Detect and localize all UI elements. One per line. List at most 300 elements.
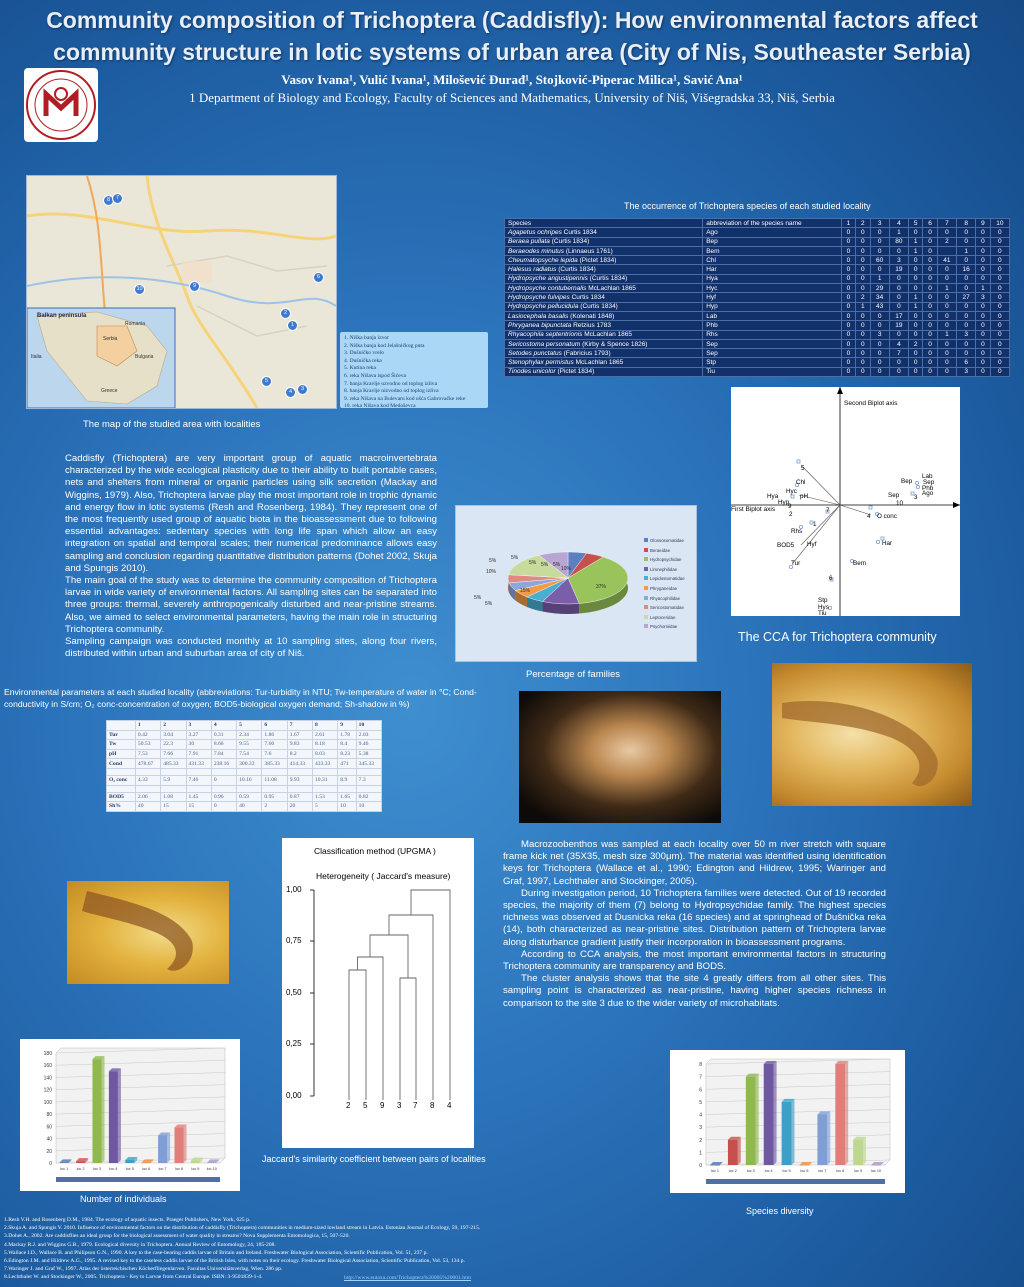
- env-value: 8.03: [313, 749, 338, 759]
- occurrence-value: 1: [937, 284, 956, 293]
- env-value: 385.33: [262, 759, 287, 769]
- occurrence-value: 16: [957, 265, 976, 274]
- pie-legend-item: [644, 536, 685, 546]
- occurrence-value: 0: [889, 358, 908, 367]
- env-caption: Environmental parameters at each studied locality (abbreviations: Tur-turbidity in NTU; Tw-temperature of water in °C; Cond-conductivity in S/cm; O₂ conc-concentration of oxygen; BOD5-biological oxygen demand; Sh-shadow in %): [4, 687, 477, 709]
- table-spacer-row: [107, 768, 382, 775]
- species-cell: [505, 330, 703, 339]
- species-abbr: Sep: [703, 349, 842, 358]
- pie-legend-item: [644, 574, 685, 584]
- env-value: 2.06: [135, 792, 160, 802]
- results-paragraph-1: Macrozoobenthos was sampled at each locality over 50 m river stretch with square frame kick net (35X35, mesh size 300μm). The material was identified using identification keys for Trichoptera (Wallace et al., 1990; Edington and Hildrew, 1995; Waringer and Graf, 1997, Lechthaler and Stockinger, 2005).: [503, 839, 886, 887]
- y-tick-label: 8: [699, 1062, 702, 1068]
- study-area-map: [26, 175, 337, 409]
- species-author: (Fabricius 1793): [563, 349, 611, 357]
- x-tick-label: loc 9: [854, 1169, 863, 1173]
- env-value: 0.31: [211, 730, 236, 740]
- species-abbr: Sep: [703, 339, 842, 348]
- results-paragraph-4: The cluster analysis shows that the site 4 greatly differs from all other sites. This sampling point is characterized as near-pristine, having higher species richness in comparison to the site 3 due to the wider variety of microhabitats.: [503, 973, 886, 1009]
- spacer-cell: [161, 785, 186, 792]
- env-value: 9.83: [287, 740, 312, 750]
- y-tick-label: 180: [43, 1051, 52, 1057]
- pie-label: 5%: [541, 562, 549, 568]
- species-cell: [505, 311, 703, 320]
- occurrence-value: 0: [841, 237, 855, 246]
- cca-point-label: 1: [813, 521, 817, 528]
- x-tick-label: loc 8: [836, 1169, 845, 1173]
- chart-legend-bar: [56, 1177, 220, 1182]
- spacer-cell: [135, 785, 160, 792]
- occurrence-value: 0: [909, 311, 923, 320]
- occurrence-value: 1: [870, 274, 889, 283]
- species-name: Lasiocephala basalis: [508, 312, 569, 320]
- y-tick-label: 120: [43, 1087, 52, 1094]
- bar: [853, 1140, 863, 1165]
- intro-paragraph-1: Caddisfly (Trichoptera) are very important group of aquatic macroinvertebrata characterized by the wide ecological plasticity due to their ability to built portable cases, nets and shelters from mineral or organic particles using silk secretion (Mackay and Wiggins, 1979). Also, Trichoptera larvae play the most important role in trophic dynamic and energy flow in lotic systems (Resh and Rosenberg, 1984). They represent one of the most frequently used group of aquatic biota in the bioassessment due to following essential advantages: sedentary species with long life span which allow an easy integration on spatial and temporal scales; their numerical predominance allows easy sampling and conclusion regarding quantitative distribution patterns (Dohet 2002, Skuja and Spungis 2010).: [65, 453, 437, 574]
- occurrence-value: 0: [923, 358, 937, 367]
- env-value: 414.33: [287, 759, 312, 769]
- species-cell: [505, 293, 703, 302]
- species-abbr: Phb: [703, 321, 842, 330]
- spacer-cell: [186, 785, 211, 792]
- occurrence-value: 1: [957, 246, 976, 255]
- occurrence-value: 0: [976, 256, 990, 265]
- occ-header-site: 5: [909, 219, 923, 228]
- occurrence-value: 27: [957, 293, 976, 302]
- table-row: [107, 792, 382, 802]
- legend-swatch-icon: [644, 596, 648, 600]
- occurrence-value: 0: [870, 349, 889, 358]
- occurrence-value: 0: [990, 349, 1009, 358]
- occurrence-value: 0: [990, 302, 1009, 311]
- occurrence-value: 0: [957, 284, 976, 293]
- env-header-blank: [107, 721, 136, 731]
- occurrence-value: 0: [841, 339, 855, 348]
- spacer-cell: [211, 768, 236, 775]
- cca-point-label: Bep: [901, 478, 913, 485]
- occurrence-value: 0: [909, 284, 923, 293]
- cca-point-label: 6: [829, 575, 833, 582]
- species-author: McLachlan 1865: [575, 359, 624, 367]
- dendro-title: Classification method (UPGMA ): [314, 846, 436, 856]
- occurrence-value: 1: [909, 302, 923, 311]
- occurrence-value: 80: [889, 237, 908, 246]
- y-tick-label: 100: [43, 1099, 52, 1106]
- y-tick-label: 2: [699, 1137, 702, 1144]
- occurrence-value: 0: [841, 246, 855, 255]
- occurrence-value: 0: [856, 284, 870, 293]
- env-value: 433.33: [313, 759, 338, 769]
- occurrence-value: 0: [990, 256, 1009, 265]
- species-author: McLachlan 1865: [584, 331, 632, 339]
- cca-point-label: 10: [896, 500, 904, 507]
- env-value: 300.33: [237, 759, 262, 769]
- bar-side: [167, 1133, 170, 1164]
- cca-point-label: Sep: [923, 479, 935, 486]
- occurrence-value: 0: [990, 367, 1009, 376]
- cca-point-label: Chl: [796, 479, 806, 486]
- dendro-leaf: 7: [413, 1101, 418, 1110]
- species-name: Setodes punctatus: [508, 349, 562, 357]
- occ-header-site: 6: [923, 219, 937, 228]
- diversity-bar-chart: [670, 1050, 905, 1193]
- species-name: Cheumatopsyche lepida: [508, 256, 578, 264]
- occurrence-value: 0: [937, 265, 956, 274]
- occ-header-site: 3: [870, 219, 889, 228]
- occurrence-value: 0: [841, 358, 855, 367]
- poster-title: [0, 4, 1024, 68]
- species-abbr: Rhs: [703, 330, 842, 339]
- inset-country-serbia: Serbia: [103, 336, 118, 342]
- occurrence-value: 19: [889, 265, 908, 274]
- pie-legend-label: Glossosomatidae: [650, 538, 684, 543]
- x-tick-label: loc 3: [92, 1167, 102, 1171]
- table-row: [107, 775, 382, 785]
- map-legend-item: 8. banja Kravlje nizvodno od toplog izliva: [344, 388, 439, 395]
- species-abbr: Tiu: [703, 367, 842, 376]
- pie-legend-item: [644, 584, 685, 594]
- cca-caption: The CCA for Trichoptera community: [738, 630, 937, 644]
- y-tick-label: 3: [699, 1125, 702, 1132]
- occurrence-value: 0: [856, 265, 870, 274]
- species-author: (Curtis 1834): [551, 238, 590, 246]
- spacer-cell: [338, 785, 356, 792]
- x-tick-label: loc 10: [206, 1167, 217, 1171]
- chart-legend-bar: [706, 1179, 885, 1184]
- occurrence-value: 4: [889, 339, 908, 348]
- chart-plot-area: [56, 1048, 225, 1163]
- species-name: Halesus radiatus: [508, 266, 557, 274]
- occurrence-value: 0: [841, 265, 855, 274]
- species-name: Beraea pullata: [508, 238, 550, 246]
- species-name: Rhyacophila septentrionis: [508, 331, 583, 339]
- bar-side: [184, 1125, 187, 1163]
- occurrence-value: 0: [870, 228, 889, 237]
- species-abbr: Chl: [703, 256, 842, 265]
- env-value: 40: [135, 802, 160, 812]
- dendro-ytick: 0,00: [286, 1091, 302, 1100]
- occurrence-value: 1: [909, 237, 923, 246]
- map-caption: The map of the studied area with localities: [83, 419, 261, 430]
- occurrence-value: 41: [937, 256, 956, 265]
- occ-header-site: 2: [856, 219, 870, 228]
- env-value: 7.91: [186, 749, 211, 759]
- env-value: 30: [186, 740, 211, 750]
- x-tick-label: loc 1: [60, 1167, 69, 1171]
- species-abbr: Hyf: [703, 293, 842, 302]
- species-author: (Kolenati 1848): [570, 312, 615, 320]
- reference-item: 8.Lechthaler W. and Stockinger W., 2005. Trichoptera - Key to Larvae from Central Europe. ISBN: 3-9501839-1-4.: [4, 1274, 263, 1281]
- spacer-cell: [313, 768, 338, 775]
- bar: [782, 1102, 792, 1165]
- occurrence-value: 0: [923, 339, 937, 348]
- occurrence-value: 0: [976, 349, 990, 358]
- env-value: 2.34: [237, 730, 262, 740]
- occurrence-value: 0: [923, 265, 937, 274]
- occurrence-value: 3: [889, 256, 908, 265]
- x-tick-label: loc 5: [125, 1167, 134, 1171]
- dendro-leaf: 4: [447, 1101, 452, 1110]
- species-author: Curtis 1834: [563, 228, 597, 236]
- bar: [158, 1136, 167, 1164]
- occurrence-table-title: The occurrence of Trichoptera species of each studied locality: [624, 201, 871, 211]
- bar: [835, 1064, 845, 1165]
- map-legend-item: 2. Niška banja kod Jelašničkog puta: [344, 342, 425, 349]
- title-line-2: community structure in lotic systems of urban area (City of Nis, Southeaster Serbia): [53, 39, 971, 65]
- occurrence-value: 0: [856, 274, 870, 283]
- occurrence-value: 0: [923, 321, 937, 330]
- affiliation: 1 Department of Biology and Ecology, Faculty of Sciences and Mathematics, University of Niš, Višegradska 33, Niš, Serbia: [189, 90, 835, 105]
- env-value: 2: [262, 802, 287, 812]
- pie-legend-item: [644, 555, 685, 565]
- legend-swatch-icon: [644, 615, 648, 619]
- pie-label: 5%: [529, 560, 537, 566]
- occurrence-value: 0: [909, 349, 923, 358]
- cca-axis1-label: First Biplot axis: [731, 506, 776, 513]
- spacer-cell: [356, 785, 381, 792]
- occurrence-value: 0: [889, 293, 908, 302]
- occurrence-value: 0: [937, 228, 956, 237]
- occurrence-value: 0: [937, 274, 956, 283]
- reference-item: 7.Waringer J. and Graf W., 1997. Atlas der österreichischen Köcherfliegenlarven. Facultas Universitätsverlag, Wien. 286 pp.: [4, 1266, 283, 1273]
- cca-point-label: Hyp: [778, 499, 790, 506]
- occurrence-value: 0: [976, 265, 990, 274]
- occurrence-value: 0: [870, 339, 889, 348]
- occ-header-site: 10: [990, 219, 1009, 228]
- occurrence-value: 17: [889, 311, 908, 320]
- occurrence-value: 0: [937, 339, 956, 348]
- cca-point-label: pH: [800, 493, 809, 500]
- dendro-ytick: 0,50: [286, 988, 302, 997]
- species-abbr: Bep: [703, 237, 842, 246]
- env-value: 238.16: [211, 759, 236, 769]
- occurrence-value: 0: [976, 311, 990, 320]
- occurrence-value: 3: [957, 367, 976, 376]
- x-tick-label: loc 7: [158, 1167, 167, 1171]
- pie-caption: Percentage of families: [526, 669, 620, 680]
- occurrence-value: 0: [909, 256, 923, 265]
- cca-point-label: Hya: [767, 493, 779, 500]
- legend-swatch-icon: [644, 605, 648, 609]
- table-row: [505, 237, 1010, 246]
- occurrence-value: 0: [923, 237, 937, 246]
- species-cell: [505, 274, 703, 283]
- bar: [109, 1071, 118, 1163]
- env-value: 485.33: [161, 759, 186, 769]
- env-value: 8.9: [338, 775, 356, 785]
- legend-swatch-icon: [644, 576, 648, 580]
- map-site-marker: 5: [261, 376, 272, 387]
- env-value: 1.45: [186, 792, 211, 802]
- pie-label: 5%: [489, 558, 497, 564]
- map-site-marker: 9: [189, 281, 200, 292]
- table-row: [107, 740, 382, 750]
- occurrence-value: 0: [841, 321, 855, 330]
- env-header-site: 1: [135, 721, 160, 731]
- table-row: [505, 330, 1010, 339]
- pie-legend-label: Lepidostomatidae: [650, 576, 685, 582]
- spacer-cell: [262, 768, 287, 775]
- species-author: (Pictet 1834): [579, 256, 617, 264]
- pie-label: 15%: [520, 588, 531, 594]
- env-param-label: Cond: [107, 759, 136, 769]
- occurrence-value: 0: [990, 293, 1009, 302]
- pie-legend-item: [644, 546, 685, 556]
- env-value: 7.54: [237, 749, 262, 759]
- cca-point-label: 7: [826, 507, 830, 514]
- occurrence-value: 0: [856, 311, 870, 320]
- table-row: [107, 802, 382, 812]
- pie-legend-item: [644, 565, 685, 575]
- env-param-label: Tw: [107, 740, 136, 750]
- occurrence-value: 0: [957, 321, 976, 330]
- table-row: [505, 265, 1010, 274]
- occurrence-value: 0: [976, 339, 990, 348]
- dendro-ytick: 1,00: [286, 885, 302, 894]
- occurrence-value: 0: [909, 228, 923, 237]
- y-tick-label: 7: [699, 1074, 702, 1081]
- cca-point-label: Tiu: [818, 610, 827, 617]
- pie-label: 37%: [596, 584, 607, 590]
- bar: [76, 1161, 85, 1163]
- families-pie-chart: [455, 505, 697, 662]
- occurrence-value: 0: [923, 284, 937, 293]
- legend-swatch-icon: [644, 624, 648, 628]
- occurrence-value: 0: [976, 274, 990, 283]
- occurrence-value: 0: [937, 321, 956, 330]
- x-tick-label: loc 4: [764, 1169, 773, 1173]
- env-value: 1.67: [287, 730, 312, 740]
- env-value: 10: [356, 802, 381, 812]
- legend-swatch-icon: [644, 548, 648, 552]
- occurrence-value: 0: [957, 349, 976, 358]
- bar: [800, 1165, 810, 1166]
- env-value: 0: [211, 775, 236, 785]
- occurrence-value: 0: [976, 358, 990, 367]
- bar: [817, 1115, 827, 1166]
- reference-item: 2.Skuja A. and Spungis V. 2010. Influence of environmental factors on the distribution of caddisfly (Trichoptera) communities in medium-sized lowland stream in Latvia. Estonian Journal of Ecology, 59, 197-215.: [4, 1225, 481, 1232]
- pie-legend-label: Psychomiidae: [650, 624, 678, 630]
- map-legend-item: 3. Dušničko vrelo: [344, 350, 384, 357]
- reference-link[interactable]: http://www.eutaxa.com/Trichoptera%20005%20001.htm: [344, 1275, 471, 1281]
- occurrence-value: 2: [937, 237, 956, 246]
- env-header-site: 9: [338, 721, 356, 731]
- env-param-label: BOD5: [107, 792, 136, 802]
- species-cell: [505, 256, 703, 265]
- occurrence-value: 0: [870, 246, 889, 255]
- y-tick-label: 4: [699, 1112, 702, 1119]
- occ-header-site: 8: [957, 219, 976, 228]
- occurrence-value: 2: [856, 293, 870, 302]
- table-row: [107, 749, 382, 759]
- env-value: 9.93: [287, 775, 312, 785]
- map-site-marker: 10: [134, 284, 145, 295]
- individuals-bar-chart: [20, 1039, 240, 1191]
- occurrence-value: 0: [889, 274, 908, 283]
- occurrence-value: 0: [841, 274, 855, 283]
- legend-swatch-icon: [644, 586, 648, 590]
- occurrence-value: 0: [990, 311, 1009, 320]
- cca-point-label: 4: [867, 513, 871, 520]
- occurrence-value: 0: [870, 311, 889, 320]
- inset-country-romania: Romania: [125, 321, 146, 327]
- spacer-cell: [135, 768, 160, 775]
- env-value: 2.03: [356, 730, 381, 740]
- occurrence-value: 0: [870, 358, 889, 367]
- results-paragraph-3: According to CCA analysis, the most important environmental factors in structuring Trichoptera community are transparency and BODS.: [503, 948, 886, 973]
- occurrence-value: 0: [990, 246, 1009, 255]
- x-tick-label: loc 1: [710, 1169, 719, 1173]
- occurrence-value: 60: [870, 256, 889, 265]
- x-tick-label: loc 4: [109, 1167, 118, 1171]
- env-value: 5.38: [356, 749, 381, 759]
- env-value: 478.67: [135, 759, 160, 769]
- occurrence-value: 0: [976, 367, 990, 376]
- occurrence-value: 43: [870, 302, 889, 311]
- occurrence-value: 0: [841, 302, 855, 311]
- occurrence-value: [937, 246, 956, 255]
- pie-label: 5%: [474, 595, 482, 601]
- env-value: 0.95: [262, 792, 287, 802]
- species-name: Hydropsyche fulvipes: [508, 294, 570, 302]
- spacer-cell: [161, 768, 186, 775]
- occurrence-value: 1: [889, 228, 908, 237]
- env-value: 20: [287, 802, 312, 812]
- env-value: 0.82: [356, 792, 381, 802]
- spacer-cell: [287, 768, 312, 775]
- x-tick-label: loc 8: [174, 1167, 184, 1171]
- occurrence-value: 0: [957, 256, 976, 265]
- spacer-cell: [356, 768, 381, 775]
- species-author: McLachlan 1865: [588, 284, 636, 292]
- dendro-ytick: 0,75: [286, 936, 302, 945]
- species-abbr: Hya: [703, 274, 842, 283]
- bar-side: [845, 1061, 848, 1165]
- env-value: 0.96: [211, 792, 236, 802]
- occurrence-value: 0: [856, 330, 870, 339]
- spacer-cell: [262, 785, 287, 792]
- env-header-site: 3: [186, 721, 211, 731]
- diversity-caption: Species diversity: [746, 1206, 814, 1216]
- env-header-site: 7: [287, 721, 312, 731]
- species-author: (Pictet 1834): [557, 368, 595, 376]
- x-tick-label: loc 2: [728, 1169, 737, 1173]
- bar-side: [863, 1137, 866, 1165]
- spacer-cell: [107, 785, 136, 792]
- species-author: Curtis 1834: [571, 294, 605, 302]
- species-name: Tinodes unicolor: [508, 368, 556, 376]
- occurrence-value: 19: [889, 321, 908, 330]
- occurrence-value: 0: [976, 321, 990, 330]
- occurrence-value: 0: [990, 274, 1009, 283]
- cca-point-label: Phb: [922, 485, 934, 492]
- env-value: 1.53: [313, 792, 338, 802]
- species-author: (Curtis 1834): [558, 266, 596, 274]
- y-tick-label: 160: [43, 1063, 52, 1070]
- spacer-cell: [338, 768, 356, 775]
- env-value: 40: [237, 802, 262, 812]
- pie-legend-label: Limnephilidae: [650, 566, 678, 572]
- bar: [871, 1165, 881, 1166]
- species-name: Phryganea bipunctata: [508, 321, 572, 329]
- table-row: [505, 321, 1010, 330]
- bar: [60, 1162, 69, 1163]
- table-row: [505, 311, 1010, 320]
- occurrence-value: 0: [990, 330, 1009, 339]
- map-legend-item: 1. Niška banja izvor: [344, 335, 390, 341]
- y-tick-label: 1: [699, 1150, 702, 1157]
- map-locality-legend: [340, 332, 488, 408]
